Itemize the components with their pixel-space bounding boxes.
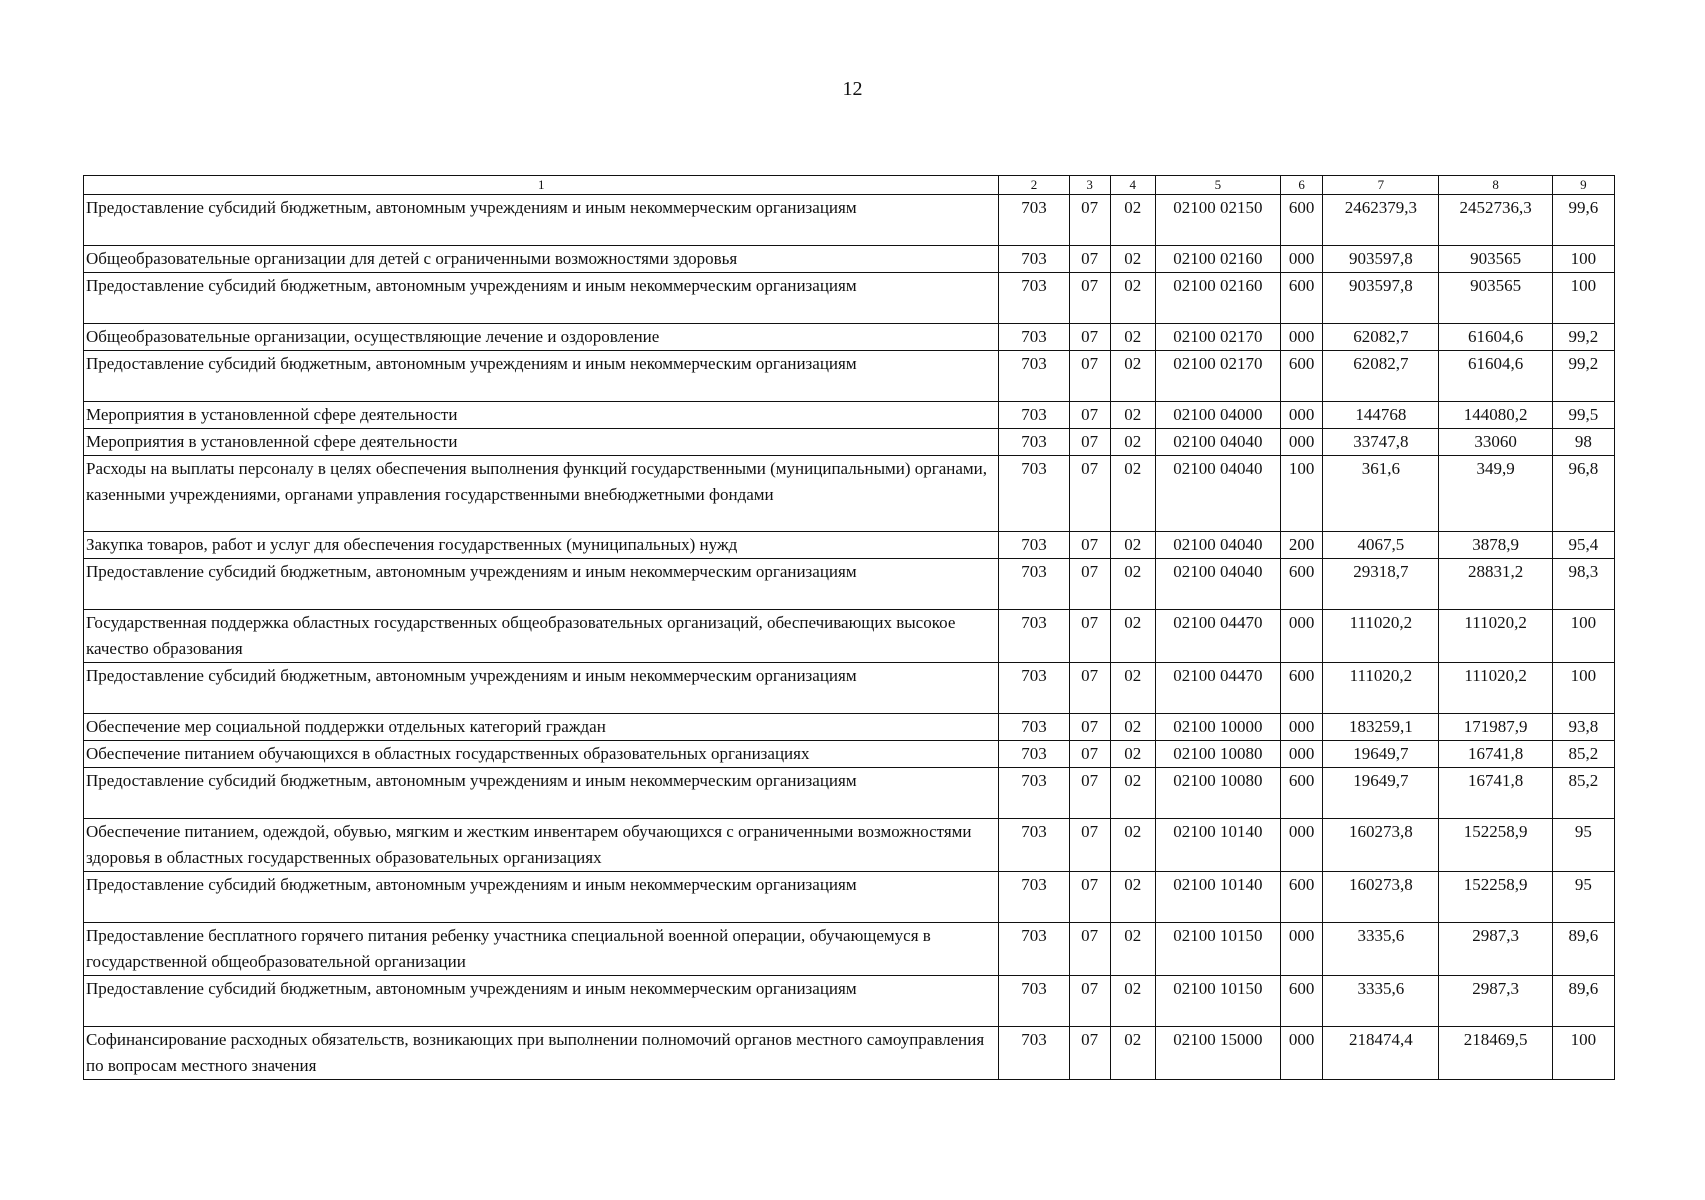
row-name: Расходы на выплаты персоналу в целях обеспечения выполнения функций государственными (муниципальными) органами, казенными учреждениями, органами управления государственными внебюджетными фондами bbox=[84, 456, 999, 532]
cell-col-4: 02 bbox=[1110, 1027, 1155, 1080]
table-row bbox=[84, 559, 1615, 610]
table-row bbox=[84, 1027, 1615, 1080]
cell-col-2: 703 bbox=[999, 872, 1069, 923]
row-name: Мероприятия в установленной сфере деятельности bbox=[84, 402, 999, 429]
column-header: 4 bbox=[1110, 176, 1155, 195]
cell-col-7: 903597,8 bbox=[1323, 246, 1439, 273]
cell-col-5: 02100 10150 bbox=[1155, 923, 1280, 976]
cell-col-2: 703 bbox=[999, 610, 1069, 663]
cell-col-5: 02100 02170 bbox=[1155, 324, 1280, 351]
cell-col-8: 349,9 bbox=[1439, 456, 1552, 532]
column-header: 2 bbox=[999, 176, 1069, 195]
cell-col-4: 02 bbox=[1110, 195, 1155, 246]
cell-col-6: 000 bbox=[1281, 819, 1323, 872]
cell-col-3: 07 bbox=[1069, 195, 1110, 246]
cell-col-6: 600 bbox=[1281, 663, 1323, 714]
cell-col-8: 111020,2 bbox=[1439, 663, 1552, 714]
cell-col-5: 02100 10140 bbox=[1155, 819, 1280, 872]
cell-col-9: 95 bbox=[1552, 872, 1614, 923]
cell-col-8: 152258,9 bbox=[1439, 872, 1552, 923]
cell-col-3: 07 bbox=[1069, 324, 1110, 351]
cell-col-6: 000 bbox=[1281, 741, 1323, 768]
cell-col-4: 02 bbox=[1110, 402, 1155, 429]
cell-col-8: 903565 bbox=[1439, 246, 1552, 273]
cell-col-4: 02 bbox=[1110, 714, 1155, 741]
cell-col-7: 2462379,3 bbox=[1323, 195, 1439, 246]
cell-col-5: 02100 02170 bbox=[1155, 351, 1280, 402]
row-name: Общеобразовательные организации, осуществляющие лечение и оздоровление bbox=[84, 324, 999, 351]
cell-col-9: 100 bbox=[1552, 610, 1614, 663]
cell-col-6: 600 bbox=[1281, 768, 1323, 819]
cell-col-2: 703 bbox=[999, 714, 1069, 741]
cell-col-7: 361,6 bbox=[1323, 456, 1439, 532]
cell-col-9: 85,2 bbox=[1552, 741, 1614, 768]
row-name: Предоставление субсидий бюджетным, автономным учреждениям и иным некоммерческим организациям bbox=[84, 663, 999, 714]
row-name: Обеспечение питанием, одеждой, обувью, мягким и жестким инвентарем обучающихся с ограниченными возможностями здоровья в областных государственных образовательных организациях bbox=[84, 819, 999, 872]
cell-col-9: 99,6 bbox=[1552, 195, 1614, 246]
cell-col-4: 02 bbox=[1110, 976, 1155, 1027]
row-name: Государственная поддержка областных государственных общеобразовательных организаций, обеспечивающих высокое качество образования bbox=[84, 610, 999, 663]
cell-col-8: 171987,9 bbox=[1439, 714, 1552, 741]
cell-col-3: 07 bbox=[1069, 714, 1110, 741]
cell-col-7: 160273,8 bbox=[1323, 819, 1439, 872]
cell-col-8: 61604,6 bbox=[1439, 324, 1552, 351]
cell-col-3: 07 bbox=[1069, 559, 1110, 610]
cell-col-5: 02100 04040 bbox=[1155, 429, 1280, 456]
cell-col-2: 703 bbox=[999, 819, 1069, 872]
row-name: Мероприятия в установленной сфере деятельности bbox=[84, 429, 999, 456]
cell-col-2: 703 bbox=[999, 923, 1069, 976]
cell-col-2: 703 bbox=[999, 195, 1069, 246]
cell-col-6: 600 bbox=[1281, 976, 1323, 1027]
cell-col-3: 07 bbox=[1069, 1027, 1110, 1080]
cell-col-7: 19649,7 bbox=[1323, 768, 1439, 819]
cell-col-4: 02 bbox=[1110, 663, 1155, 714]
budget-table bbox=[83, 175, 1615, 1080]
cell-col-6: 600 bbox=[1281, 273, 1323, 324]
cell-col-5: 02100 15000 bbox=[1155, 1027, 1280, 1080]
cell-col-7: 62082,7 bbox=[1323, 351, 1439, 402]
cell-col-5: 02100 10140 bbox=[1155, 872, 1280, 923]
row-name: Предоставление субсидий бюджетным, автономным учреждениям и иным некоммерческим организациям bbox=[84, 976, 999, 1027]
cell-col-9: 100 bbox=[1552, 1027, 1614, 1080]
cell-col-2: 703 bbox=[999, 246, 1069, 273]
row-name: Обеспечение мер социальной поддержки отдельных категорий граждан bbox=[84, 714, 999, 741]
cell-col-8: 2452736,3 bbox=[1439, 195, 1552, 246]
cell-col-2: 703 bbox=[999, 402, 1069, 429]
cell-col-8: 2987,3 bbox=[1439, 923, 1552, 976]
cell-col-8: 111020,2 bbox=[1439, 610, 1552, 663]
table-row bbox=[84, 429, 1615, 456]
cell-col-6: 000 bbox=[1281, 714, 1323, 741]
cell-col-8: 903565 bbox=[1439, 273, 1552, 324]
cell-col-2: 703 bbox=[999, 429, 1069, 456]
row-name: Общеобразовательные организации для детей с ограниченными возможностями здоровья bbox=[84, 246, 999, 273]
table-row bbox=[84, 246, 1615, 273]
table-row bbox=[84, 663, 1615, 714]
cell-col-6: 000 bbox=[1281, 402, 1323, 429]
cell-col-7: 19649,7 bbox=[1323, 741, 1439, 768]
cell-col-8: 152258,9 bbox=[1439, 819, 1552, 872]
row-name: Предоставление субсидий бюджетным, автономным учреждениям и иным некоммерческим организациям bbox=[84, 351, 999, 402]
cell-col-7: 62082,7 bbox=[1323, 324, 1439, 351]
cell-col-7: 3335,6 bbox=[1323, 976, 1439, 1027]
cell-col-6: 600 bbox=[1281, 872, 1323, 923]
table-row bbox=[84, 532, 1615, 559]
column-header: 6 bbox=[1281, 176, 1323, 195]
cell-col-6: 000 bbox=[1281, 324, 1323, 351]
cell-col-3: 07 bbox=[1069, 663, 1110, 714]
cell-col-2: 703 bbox=[999, 324, 1069, 351]
cell-col-8: 144080,2 bbox=[1439, 402, 1552, 429]
cell-col-6: 600 bbox=[1281, 195, 1323, 246]
cell-col-9: 98 bbox=[1552, 429, 1614, 456]
cell-col-4: 02 bbox=[1110, 768, 1155, 819]
table-row bbox=[84, 976, 1615, 1027]
cell-col-6: 600 bbox=[1281, 351, 1323, 402]
cell-col-9: 95 bbox=[1552, 819, 1614, 872]
cell-col-4: 02 bbox=[1110, 559, 1155, 610]
cell-col-2: 703 bbox=[999, 351, 1069, 402]
page-number: 12 bbox=[842, 78, 863, 100]
table-row bbox=[84, 610, 1615, 663]
cell-col-9: 85,2 bbox=[1552, 768, 1614, 819]
cell-col-3: 07 bbox=[1069, 768, 1110, 819]
cell-col-2: 703 bbox=[999, 532, 1069, 559]
column-header: 7 bbox=[1323, 176, 1439, 195]
cell-col-5: 02100 10150 bbox=[1155, 976, 1280, 1027]
cell-col-4: 02 bbox=[1110, 324, 1155, 351]
cell-col-3: 07 bbox=[1069, 246, 1110, 273]
cell-col-9: 89,6 bbox=[1552, 976, 1614, 1027]
cell-col-3: 07 bbox=[1069, 273, 1110, 324]
column-header: 8 bbox=[1439, 176, 1552, 195]
cell-col-4: 02 bbox=[1110, 532, 1155, 559]
column-header: 1 bbox=[84, 176, 999, 195]
table-row bbox=[84, 768, 1615, 819]
cell-col-9: 89,6 bbox=[1552, 923, 1614, 976]
table-row bbox=[84, 819, 1615, 872]
row-name: Софинансирование расходных обязательств, возникающих при выполнении полномочий органов местного самоуправления по вопросам местного значения bbox=[84, 1027, 999, 1080]
cell-col-7: 29318,7 bbox=[1323, 559, 1439, 610]
cell-col-9: 100 bbox=[1552, 663, 1614, 714]
cell-col-4: 02 bbox=[1110, 246, 1155, 273]
cell-col-6: 600 bbox=[1281, 559, 1323, 610]
cell-col-4: 02 bbox=[1110, 610, 1155, 663]
cell-col-5: 02100 04470 bbox=[1155, 663, 1280, 714]
cell-col-4: 02 bbox=[1110, 273, 1155, 324]
row-name: Предоставление субсидий бюджетным, автономным учреждениям и иным некоммерческим организациям bbox=[84, 195, 999, 246]
cell-col-8: 218469,5 bbox=[1439, 1027, 1552, 1080]
row-name: Предоставление субсидий бюджетным, автономным учреждениям и иным некоммерческим организациям bbox=[84, 768, 999, 819]
cell-col-8: 16741,8 bbox=[1439, 768, 1552, 819]
cell-col-5: 02100 02150 bbox=[1155, 195, 1280, 246]
table-row bbox=[84, 324, 1615, 351]
cell-col-3: 07 bbox=[1069, 456, 1110, 532]
cell-col-9: 99,5 bbox=[1552, 402, 1614, 429]
cell-col-3: 07 bbox=[1069, 402, 1110, 429]
cell-col-3: 07 bbox=[1069, 872, 1110, 923]
cell-col-4: 02 bbox=[1110, 351, 1155, 402]
cell-col-5: 02100 10080 bbox=[1155, 741, 1280, 768]
table-row bbox=[84, 402, 1615, 429]
cell-col-8: 61604,6 bbox=[1439, 351, 1552, 402]
cell-col-6: 100 bbox=[1281, 456, 1323, 532]
cell-col-9: 96,8 bbox=[1552, 456, 1614, 532]
cell-col-9: 99,2 bbox=[1552, 351, 1614, 402]
cell-col-8: 28831,2 bbox=[1439, 559, 1552, 610]
cell-col-5: 02100 02160 bbox=[1155, 273, 1280, 324]
cell-col-6: 000 bbox=[1281, 923, 1323, 976]
cell-col-6: 000 bbox=[1281, 610, 1323, 663]
row-name: Предоставление субсидий бюджетным, автономным учреждениям и иным некоммерческим организациям bbox=[84, 559, 999, 610]
cell-col-2: 703 bbox=[999, 741, 1069, 768]
table-row bbox=[84, 195, 1615, 246]
cell-col-4: 02 bbox=[1110, 872, 1155, 923]
cell-col-7: 33747,8 bbox=[1323, 429, 1439, 456]
cell-col-4: 02 bbox=[1110, 741, 1155, 768]
cell-col-5: 02100 10080 bbox=[1155, 768, 1280, 819]
table-row bbox=[84, 273, 1615, 324]
cell-col-2: 703 bbox=[999, 663, 1069, 714]
table-row bbox=[84, 872, 1615, 923]
row-name: Предоставление субсидий бюджетным, автономным учреждениям и иным некоммерческим организациям bbox=[84, 872, 999, 923]
cell-col-4: 02 bbox=[1110, 819, 1155, 872]
cell-col-6: 000 bbox=[1281, 246, 1323, 273]
cell-col-7: 111020,2 bbox=[1323, 610, 1439, 663]
cell-col-7: 183259,1 bbox=[1323, 714, 1439, 741]
cell-col-7: 144768 bbox=[1323, 402, 1439, 429]
row-name: Обеспечение питанием обучающихся в областных государственных образовательных организациях bbox=[84, 741, 999, 768]
cell-col-9: 100 bbox=[1552, 273, 1614, 324]
cell-col-7: 3335,6 bbox=[1323, 923, 1439, 976]
cell-col-7: 218474,4 bbox=[1323, 1027, 1439, 1080]
cell-col-4: 02 bbox=[1110, 456, 1155, 532]
cell-col-2: 703 bbox=[999, 1027, 1069, 1080]
table-row bbox=[84, 351, 1615, 402]
column-header: 3 bbox=[1069, 176, 1110, 195]
cell-col-5: 02100 02160 bbox=[1155, 246, 1280, 273]
cell-col-5: 02100 04470 bbox=[1155, 610, 1280, 663]
cell-col-9: 98,3 bbox=[1552, 559, 1614, 610]
column-header: 5 bbox=[1155, 176, 1280, 195]
cell-col-2: 703 bbox=[999, 456, 1069, 532]
cell-col-5: 02100 04040 bbox=[1155, 456, 1280, 532]
cell-col-2: 703 bbox=[999, 559, 1069, 610]
row-name: Предоставление субсидий бюджетным, автономным учреждениям и иным некоммерческим организациям bbox=[84, 273, 999, 324]
table-row bbox=[84, 456, 1615, 532]
cell-col-9: 100 bbox=[1552, 246, 1614, 273]
cell-col-9: 93,8 bbox=[1552, 714, 1614, 741]
cell-col-8: 3878,9 bbox=[1439, 532, 1552, 559]
cell-col-3: 07 bbox=[1069, 819, 1110, 872]
cell-col-7: 111020,2 bbox=[1323, 663, 1439, 714]
cell-col-4: 02 bbox=[1110, 923, 1155, 976]
cell-col-8: 33060 bbox=[1439, 429, 1552, 456]
table-row bbox=[84, 741, 1615, 768]
cell-col-3: 07 bbox=[1069, 351, 1110, 402]
cell-col-5: 02100 04040 bbox=[1155, 559, 1280, 610]
table-row bbox=[84, 714, 1615, 741]
cell-col-4: 02 bbox=[1110, 429, 1155, 456]
cell-col-3: 07 bbox=[1069, 741, 1110, 768]
column-header: 9 bbox=[1552, 176, 1614, 195]
cell-col-5: 02100 10000 bbox=[1155, 714, 1280, 741]
cell-col-7: 160273,8 bbox=[1323, 872, 1439, 923]
cell-col-7: 4067,5 bbox=[1323, 532, 1439, 559]
cell-col-3: 07 bbox=[1069, 976, 1110, 1027]
cell-col-2: 703 bbox=[999, 768, 1069, 819]
row-name: Закупка товаров, работ и услуг для обеспечения государственных (муниципальных) нужд bbox=[84, 532, 999, 559]
cell-col-8: 16741,8 bbox=[1439, 741, 1552, 768]
cell-col-6: 000 bbox=[1281, 429, 1323, 456]
cell-col-3: 07 bbox=[1069, 923, 1110, 976]
cell-col-3: 07 bbox=[1069, 610, 1110, 663]
cell-col-6: 000 bbox=[1281, 1027, 1323, 1080]
row-name: Предоставление бесплатного горячего питания ребенку участника специальной военной операции, обучающемуся в государственной общеобразовательной организации bbox=[84, 923, 999, 976]
cell-col-5: 02100 04040 bbox=[1155, 532, 1280, 559]
cell-col-9: 99,2 bbox=[1552, 324, 1614, 351]
cell-col-8: 2987,3 bbox=[1439, 976, 1552, 1027]
cell-col-5: 02100 04000 bbox=[1155, 402, 1280, 429]
cell-col-7: 903597,8 bbox=[1323, 273, 1439, 324]
cell-col-3: 07 bbox=[1069, 429, 1110, 456]
header-row bbox=[84, 176, 1615, 195]
table-row bbox=[84, 923, 1615, 976]
cell-col-2: 703 bbox=[999, 273, 1069, 324]
cell-col-6: 200 bbox=[1281, 532, 1323, 559]
cell-col-2: 703 bbox=[999, 976, 1069, 1027]
cell-col-9: 95,4 bbox=[1552, 532, 1614, 559]
cell-col-3: 07 bbox=[1069, 532, 1110, 559]
